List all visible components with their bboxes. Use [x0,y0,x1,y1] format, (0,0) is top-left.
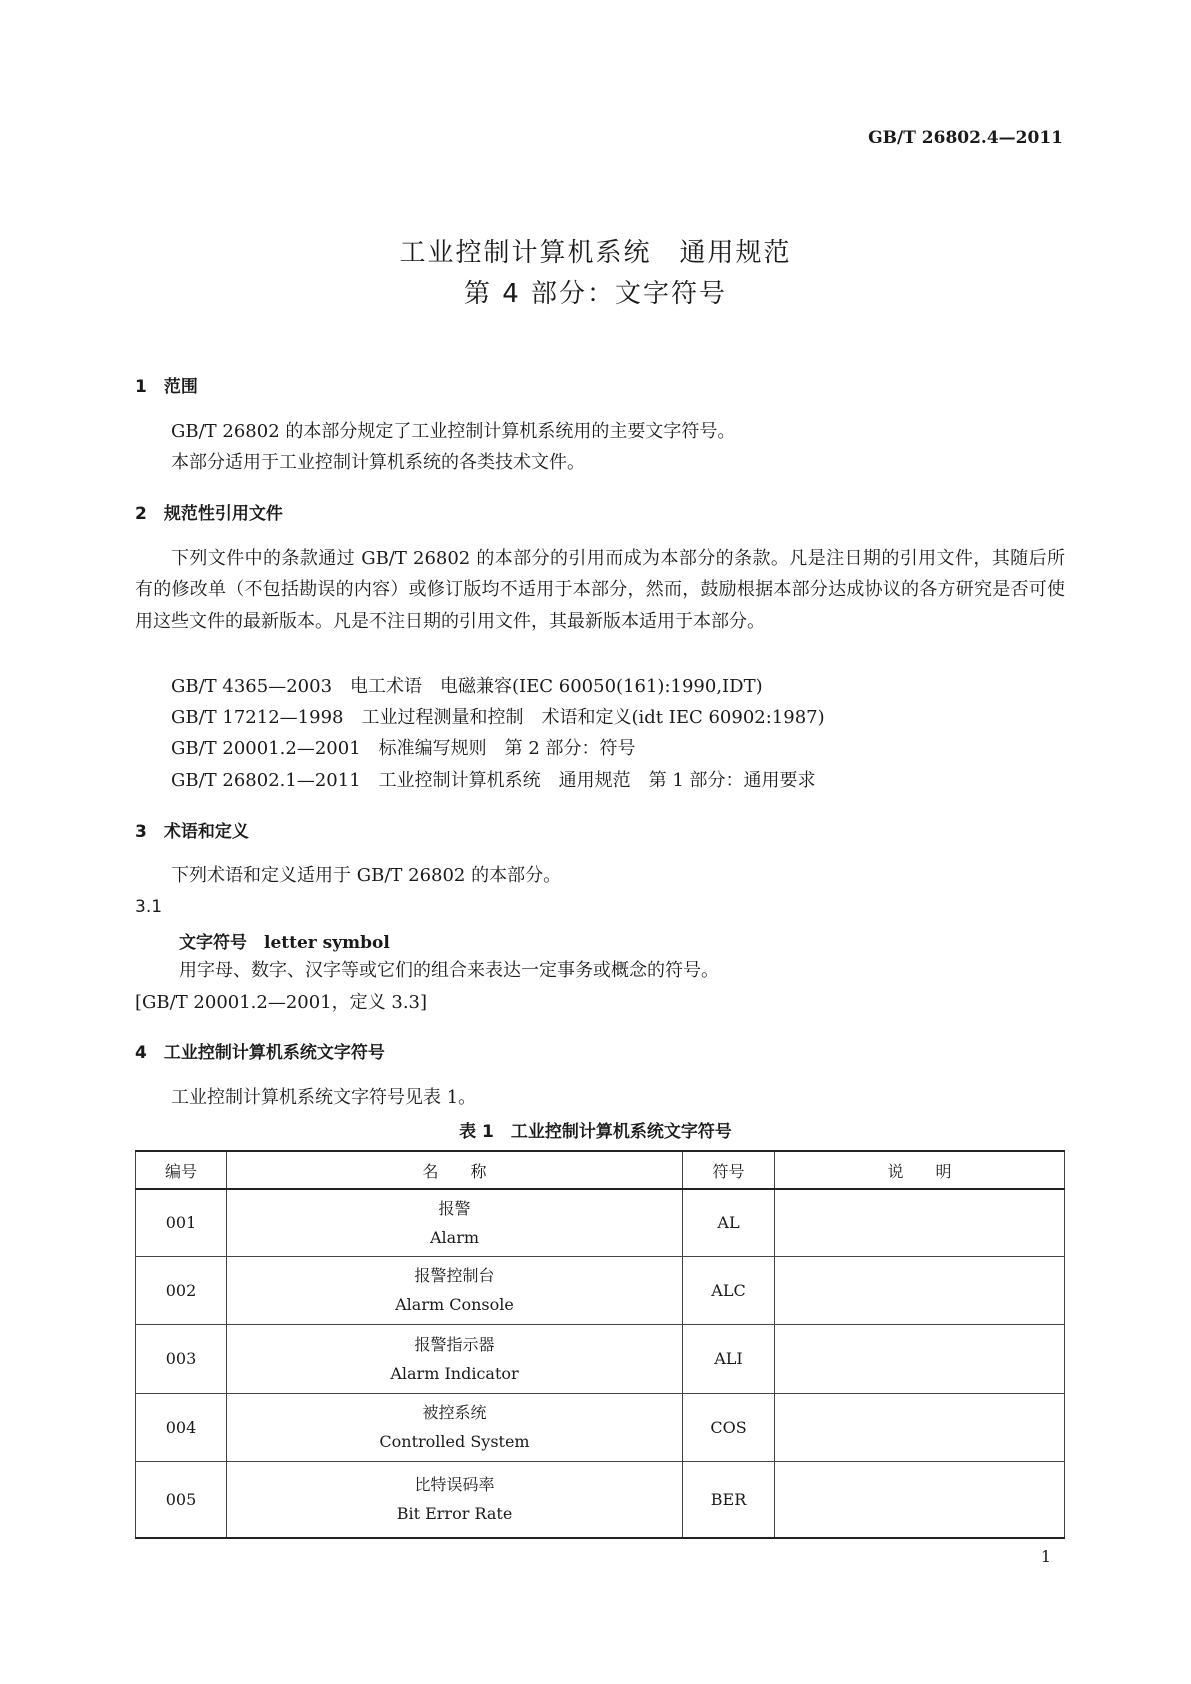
cell-name [227,1393,683,1461]
term-zh: 文字符号 [179,933,247,953]
cell-name [227,1324,683,1393]
cell-number: 001 [136,1189,227,1256]
reference-item: GB/T 26802.1—2011 工业控制计算机系统 通用规范 第 1 部分：通用要求 [171,770,816,791]
reference-item: GB/T 20001.2—2001 标准编写规则 第 2 部分：符号 [171,738,636,759]
table-row [136,1256,1065,1324]
cell-number: 002 [136,1256,227,1324]
cell-description [775,1393,1065,1461]
table-caption: 表 1 工业控制计算机系统文字符号 [459,1122,732,1142]
cell-description [775,1256,1065,1324]
cell-description [775,1324,1065,1393]
cell-symbol: ALC [683,1256,775,1324]
section-4-para: 工业控制计算机系统文字符号见表 1。 [171,1087,477,1108]
table-row [136,1393,1065,1461]
name-en: Controlled System [379,1432,530,1451]
cell-name [227,1256,683,1324]
name-zh: 报警指示器 [414,1334,495,1354]
term-heading [179,928,390,953]
cell-name [227,1461,683,1538]
doc-title-line2: 第 4 部分：文字符号 [463,279,728,309]
section-1-heading: 1 范围 [135,377,198,397]
cell-symbol: BER [683,1461,775,1538]
reference-item: GB/T 17212—1998 工业过程测量和控制 术语和定义(idt IEC 60902:1987) [171,707,825,728]
table-row [136,1324,1065,1393]
col-header-symbol: 符号 [683,1151,775,1189]
cell-number: 004 [136,1393,227,1461]
name-en: Alarm [429,1227,480,1247]
name-en: Alarm Console [395,1295,514,1314]
cell-symbol: AL [683,1189,775,1256]
name-zh: 被控系统 [422,1403,487,1422]
cell-description [775,1189,1065,1256]
term-definition: 用字母、数字、汉字等或它们的组合来表达一定事务或概念的符号。 [179,960,719,981]
term-number: 3.1 [135,897,163,917]
symbol-table [135,1150,1065,1539]
page-number: 1 [1040,1547,1051,1566]
section-2-heading: 2 规范性引用文件 [135,504,283,524]
col-header-name: 名 称 [227,1151,683,1189]
cell-number: 005 [136,1461,227,1538]
name-zh: 报警 [438,1198,471,1218]
term-en: letter symbol [264,933,390,953]
cell-symbol: ALI [683,1324,775,1393]
section-1-para: GB/T 26802 的本部分规定了工业控制计算机系统用的主要文字符号。 [171,421,736,442]
section-1-para: 本部分适用于工业控制计算机系统的各类技术文件。 [171,452,585,473]
name-en: Bit Error Rate [396,1504,513,1524]
name-en: Alarm Indicator [390,1363,519,1383]
name-zh: 报警控制台 [414,1266,495,1285]
doc-title-line1: 工业控制计算机系统 通用规范 [399,238,792,268]
section-2-para: 下列文件中的条款通过 GB/T 26802 的本部分的引用而成为本部分的条款。凡是注日期的引用文件，其随后所有的修改单（不包括勘误的内容）或修订版均不适用于本部分，然而，鼓励根据本部分达成协议的各方研究是否可使用这些文件的最新版本。凡是不注日期的引用文件，其最新版本适用于本部分。 [135,548,1065,632]
reference-item: GB/T 4365—2003 电工术语 电磁兼容(IEC 60050(161):1990,IDT) [171,676,763,697]
cell-symbol: COS [683,1393,775,1461]
section-3-para: 下列术语和定义适用于 GB/T 26802 的本部分。 [171,865,562,886]
table-row [136,1189,1065,1256]
standard-number: GB/T 26802.4—2011 [868,128,1063,148]
section-3-heading: 3 术语和定义 [135,822,249,842]
cell-name [227,1189,683,1256]
term-source: [GB/T 20001.2—2001，定义 3.3] [135,992,428,1013]
table-row [136,1461,1065,1538]
table-header-row [136,1151,1065,1189]
section-4-heading: 4 工业控制计算机系统文字符号 [135,1043,385,1063]
cell-description [775,1461,1065,1538]
col-header-description: 说 明 [775,1151,1065,1189]
name-zh: 比特误码率 [414,1475,495,1495]
cell-number: 003 [136,1324,227,1393]
col-header-number: 编号 [136,1151,227,1189]
